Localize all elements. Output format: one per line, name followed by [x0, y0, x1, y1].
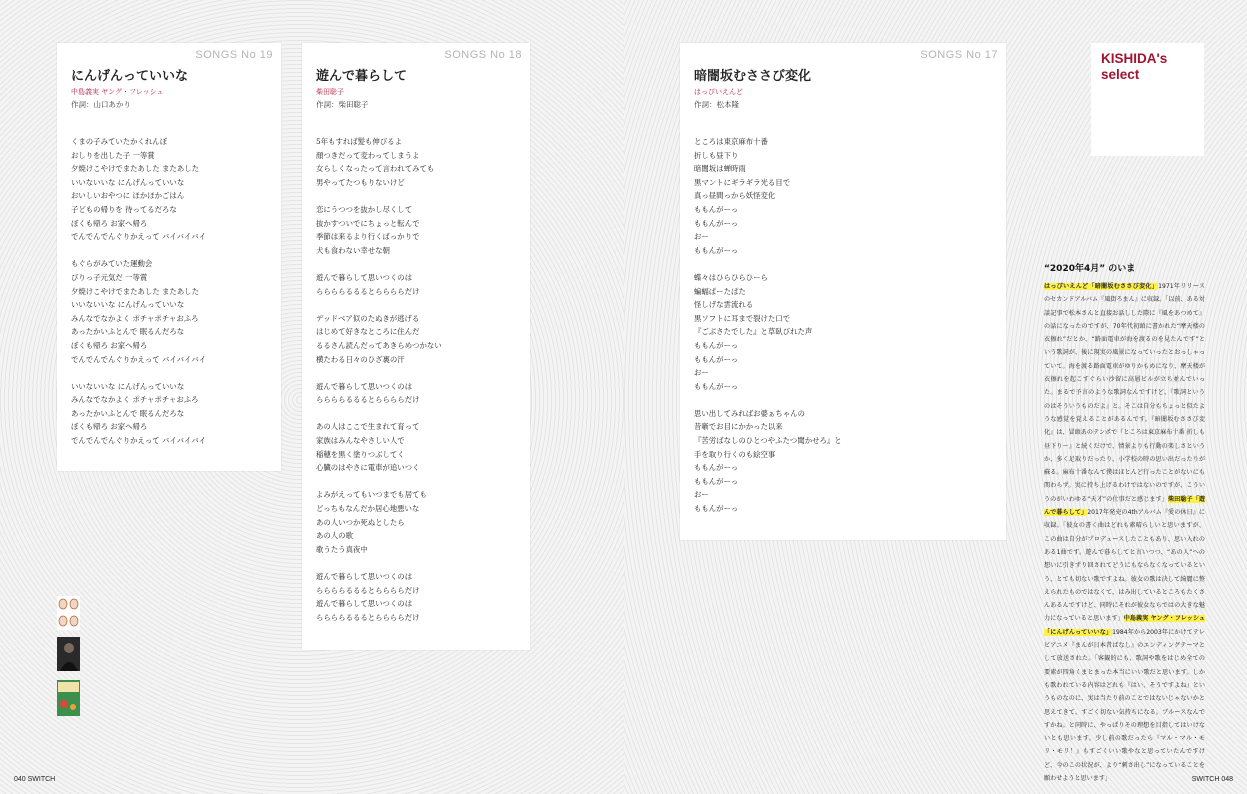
song-lyrics [694, 135, 842, 529]
highlight-song-19: 中島義実 ヤング・フレッシュ「にんげんっていいな」 [1044, 615, 1206, 636]
song-credit: 作詞：松本隆 [694, 100, 739, 109]
column-text-1: 1971年リリースのセカンドアルバム『風街ろまん』に収録。「以前、ある対談記事で松本さんと直接お話しした際に『風をあつめて』の話になったのですが、70年代初頭に書かれた“摩天楼の衣擦れ”だとか、“路面電車が海を渡るのを見たんです”という歌詞が、後に現実の風景になっていったとおっしゃっていて。海を渡る路面電車がゆりかもめになり、摩天楼が衣擦れを起こすぐらい沙留に高層ビルが立ち並んでいった。まるで予言のような歌詞なんですけど、『歌詞というのはそういうものだよ』と。そこは自分もちょっと似たような感覚を覚えることがあるんです。『暗闇坂むささび変化』は、冒頭あのテンポで『ところは東京麻布十番 折しも昼下り～』と続くだけで、情景よりも行動の楽しさというか、多く足取りだったり、小学校の時の思い出だったりが蘇る。麻布十番なんて僕はほとんど行ったことがないにも関わらず。実に持ち上げるわけではないのですが、こういうのがいわゆる“天才”の仕事だと感じます」 [1044, 283, 1206, 503]
song-card-18 [302, 43, 530, 650]
lyric-line: よみがえってもいつまでも居ても [316, 490, 427, 500]
lyric-line: いいないいな にんげんっていいな [71, 381, 185, 391]
lyric-line: 遊んで暮らして思いつくのは [316, 572, 413, 581]
lyric-line: でんでんでんぐりかえって バイバイバイ [71, 354, 207, 364]
song-lyrics [316, 135, 442, 638]
song-card-17 [680, 43, 1006, 540]
lyric-line: あの人の歌 [316, 531, 353, 541]
song-title: にんげんっていいな [71, 69, 189, 84]
lyric-line: 『苦労ばなしのひとつやふたつ聞かせろ』と [694, 436, 842, 446]
lyric-line: 季節は来るより行くばっかりで [316, 232, 420, 242]
lyric-line: 家族はみんなやさしい人で [316, 436, 405, 446]
song-card-19 [57, 43, 281, 471]
lyric-line: 『ごぶさたでした』と草臥びれた声 [694, 327, 813, 337]
lyric-stanza [71, 380, 206, 448]
lyric-line: 稲穂を黒く塗りつぶしてく [316, 449, 405, 459]
lyric-line: はじめて好きなところに住んだ [316, 327, 420, 337]
lyric-line: みんなでなかよく ポチャポチャおふろ [71, 313, 199, 323]
album-thumb-shibata [57, 637, 80, 671]
lyric-line: おしりを出した子 一等賞 [71, 150, 155, 160]
lyric-stanza [316, 271, 442, 298]
lyric-line: ららららるるるとららららだけ [316, 585, 420, 595]
lyric-line: ももんがーっ [694, 218, 739, 228]
song-lyrics [71, 135, 206, 461]
lyric-line: もぐらがみていた運動会 [71, 259, 153, 269]
column-text-3: 1984年から2003年にかけてテレビアニメ『まんが日本昔ばなし』のエンディングテーマとして放送された。「客観的にも、歌詞や歌をはじめ全ての要素が四角くまとまった本当にいい歌だと思います。しかも歌われている内容はどれも『はい、そうですよね』というものなのに、実は当たり前のことではないじゃないかと思えてきて、すごく切ない気持ちになる。ブルースなんですかね。と同時に、やっぱりその理想を目指してはいけないとも思います。少し前の歌だったら『マル・マル・モリ・モリ！』もすごくいい歌やなと思っていたんですけど、今のこの状況が、より“刺さ出し”になっていることを願わせようと思います」 [1044, 628, 1205, 782]
song-artist: 柴田聡子 [316, 88, 344, 96]
lyric-line: 横たわる日々のひざ裏の汗 [316, 354, 405, 364]
lyric-line: ももんがーっ [694, 504, 739, 514]
lyric-line: 5年もすれば髪も伸びるよ [316, 137, 403, 146]
lyric-stanza [71, 257, 206, 366]
lyric-stanza [694, 135, 842, 257]
song-title: 暗闇坂むささび変化 [694, 69, 812, 84]
lyric-line: 怪しげな雲流れる [694, 300, 754, 310]
highlight-song-17: はっぴいえんど「暗闇坂むささび変化」 [1044, 283, 1159, 290]
lyric-stanza [316, 312, 442, 366]
lyric-line: 蝶々はひらひらひーら [694, 272, 768, 282]
lyric-stanza [316, 570, 442, 624]
lyric-line: おー [694, 490, 709, 500]
folio-left: 040 SWITCH [14, 776, 56, 783]
lyric-line: おいしいおやつに ほかほかごはん [71, 191, 185, 201]
lyric-line: デッドベア似のたぬきが逃げる [316, 313, 420, 323]
lyric-line: でんでんでんぐりかえって バイバイバイ [71, 232, 207, 242]
lyric-line: でんでんでんぐりかえって バイバイバイ [71, 436, 207, 446]
lyric-stanza [694, 407, 842, 516]
lyric-line: 黒ソフトに耳まで裂けた口で [694, 313, 791, 323]
lyric-line: ももんがーっ [694, 476, 739, 486]
song-number: SONGS No 19 [195, 49, 273, 61]
lyric-line: 心臓のはやさに電車が追いつく [316, 463, 420, 473]
column-heading: “2020年4月” のいま [1044, 264, 1136, 274]
lyric-line: 遊んで暮らして思いつくのは [316, 272, 413, 282]
lyric-line: 歌うたう真夜中 [316, 544, 368, 554]
song-title: 遊んで暮らして [316, 69, 408, 84]
lyric-line: 蝙蝠ぱーたぱた [694, 286, 746, 296]
lyric-line: ももんがーっ [694, 340, 739, 350]
lyric-line: 子どもの帰りを 待ってるだろな [71, 204, 177, 214]
song-credit: 作詞：柴田聡子 [316, 100, 369, 109]
song-number: SONGS No 17 [920, 49, 998, 61]
lyric-stanza [316, 420, 442, 474]
lyric-line: ららららるるるとららららだけ [316, 286, 420, 296]
song-artist: はっぴいえんど [694, 88, 743, 96]
lyric-line: 夕焼けこやけでまたあした またあした [71, 164, 199, 174]
lyric-line: ももんがーっ [694, 354, 739, 364]
lyric-line: ぼくも帰ろ お家へ帰ろ [71, 340, 148, 350]
lyric-line: ららららるるるとららららだけ [316, 395, 420, 405]
album-thumb-young-fresh [57, 596, 80, 630]
lyric-line: 思い出してみればお婆ぁちゃんの [694, 408, 805, 418]
lyric-line: あったかいふとんで 眠るんだろな [71, 327, 185, 337]
select-title-line1: KISHIDA's [1101, 51, 1168, 66]
song-credit: 作詞：山口あかり [71, 100, 131, 109]
lyric-line: ららららるるるとららららだけ [316, 612, 420, 622]
lyric-stanza [316, 135, 442, 189]
lyric-line: 抜かすついでにちょっと転んで [316, 218, 420, 228]
lyric-line: ももんがーっ [694, 204, 739, 214]
lyric-line: 男やってたつもりないけど [316, 177, 405, 187]
lyric-line: あの人はここで生まれて育って [316, 422, 420, 432]
highlight-song-18: 柴田聡子「遊んで暮らして」 [1044, 495, 1205, 517]
lyric-line: 折しも昼下り [694, 150, 739, 160]
lyric-line: 昔噺でお目にかかった以来 [694, 422, 783, 432]
lyric-line: 夕焼けこやけでまたあした またあした [71, 286, 199, 296]
folio-right: SWITCH 048 [1191, 776, 1233, 783]
lyric-line: おー [694, 232, 709, 242]
song-number: SONGS No 18 [444, 49, 522, 61]
select-title [1101, 51, 1167, 83]
lyric-stanza [316, 203, 442, 257]
lyric-line: 恋にうつつを抜かし尽くして [316, 204, 413, 214]
song-artist: 中島義実 ヤング・フレッシュ [71, 88, 164, 96]
lyric-line: ところは東京麻布十番 [694, 137, 768, 146]
lyric-line: 犬も食わない幸せな朝 [316, 245, 390, 255]
lyric-line: くまの子みていたかくれんぼ [71, 137, 168, 146]
select-box [1091, 43, 1204, 156]
lyric-line: ももんがーっ [694, 381, 739, 391]
lyric-line: あの人いつか死ぬとしたら [316, 517, 405, 527]
lyric-stanza [316, 380, 442, 407]
lyric-line: いいないいな にんげんっていいな [71, 177, 185, 187]
lyric-line: 暗闇坂は蝉時雨 [694, 164, 746, 174]
column-body [1044, 280, 1205, 785]
lyric-line: るるさん読んだってあきらめつかない [316, 340, 442, 350]
lyric-stanza [694, 271, 842, 393]
lyric-line: あったかいふとんで 眠るんだろな [71, 408, 185, 418]
lyric-line: 遊んで暮らして思いつくのは [316, 381, 413, 391]
lyric-line: ぼくも帰ろ お家へ帰ろ [71, 422, 148, 432]
lyric-line: 真っ昼間っから妖怪変化 [694, 191, 776, 201]
lyric-line: 遊んで暮らして思いつくのは [316, 599, 413, 609]
select-title-line2: select [1101, 67, 1140, 82]
lyric-line: ももんがーっ [694, 245, 739, 255]
lyric-stanza [316, 488, 442, 556]
lyric-line: 黒マントにギラギラ光る目で [694, 177, 791, 187]
lyric-line: ぼくも帰ろ お家へ帰ろ [71, 218, 148, 228]
lyric-line: おー [694, 368, 709, 378]
lyric-line: 顔つきだって変わってしまうよ [316, 150, 420, 160]
lyric-line: みんなでなかよく ポチャポチャおふろ [71, 395, 199, 405]
lyric-line: びりっ子元気だ 一等賞 [71, 272, 148, 282]
lyric-line: ももんがーっ [694, 463, 739, 473]
lyric-line: どっちもなんだか居心地悪いな [316, 504, 420, 514]
column-text-2: 2017年発売の4thアルバム『愛の休日』に収録。「彼女の書く曲はどれも素晴らしいと思いますが、この曲は自分がプロデュースしたこともあり、思い入れのある1曲です。遊んで暮らしてと言いつつ、“あの人”への想いに引きずり回されてどうにもならなくなっているという、とても切ない歌ですよね。彼女の歌は決して綺麗に整えられたものではなくて、はみ出しているところもたくさんあるんですけど、同時にそれが彼女ならではの大きな魅力になっていると思います」 [1044, 509, 1206, 623]
album-thumb-happy-end [57, 680, 80, 716]
lyric-stanza [71, 135, 206, 244]
lyric-line: いいないいな にんげんっていいな [71, 300, 185, 310]
lyric-line: 女らしくなったって言われてみても [316, 164, 435, 174]
lyric-line: 手を取り行くのも絵空事 [694, 449, 776, 459]
